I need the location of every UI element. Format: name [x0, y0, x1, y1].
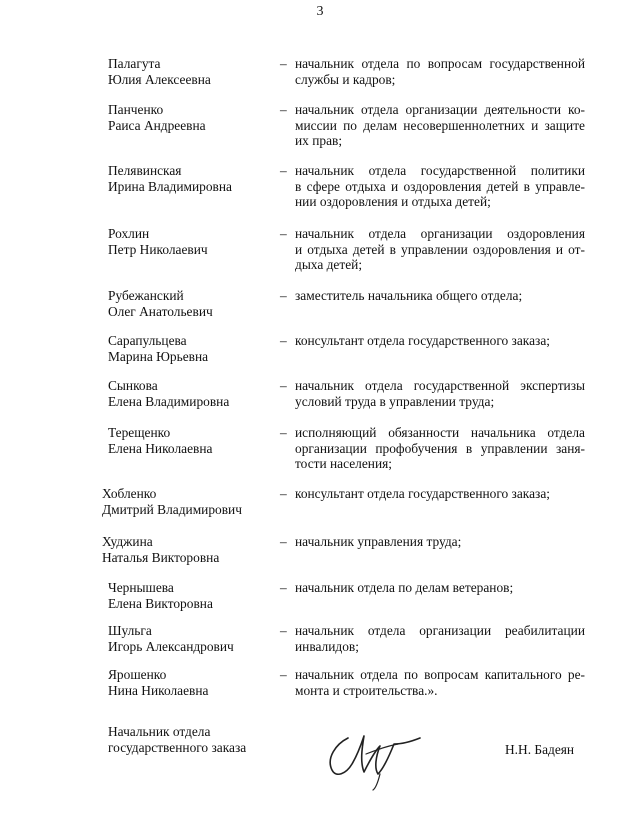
staff-name — [108, 333, 208, 364]
staff-given-names: Олег Анатольевич — [108, 303, 213, 319]
position-line: начальник отдела государственной экспертизы — [295, 378, 585, 393]
staff-name — [108, 102, 206, 133]
staff-surname: Хобленко — [102, 486, 157, 501]
staff-surname: Сынкова — [108, 378, 158, 393]
position-line: монта и строительства.». — [295, 682, 438, 698]
position-line: начальник отдела организации оздоровления — [295, 226, 585, 241]
position-line: консультант отдела государственного заказа; — [295, 486, 550, 501]
signatory-name: Н.Н. Бадеян — [505, 742, 575, 757]
staff-given-names: Елена Викторовна — [108, 595, 213, 611]
staff-name — [108, 226, 208, 257]
staff-given-names: Игорь Александрович — [108, 638, 234, 654]
position-line: миссии по делам несовершеннолетних и защите — [295, 117, 585, 133]
position-line: нии оздоровления и отдыха детей; — [295, 194, 491, 209]
staff-given-names: Ирина Владимировна — [108, 178, 232, 194]
dash-separator: – — [280, 288, 287, 303]
dash-separator: – — [280, 102, 287, 117]
staff-given-names: Раиса Андреевна — [108, 117, 206, 133]
position-line: начальник отдела по вопросам капитального ре- — [295, 667, 585, 682]
staff-surname: Сарапульцева — [108, 333, 187, 348]
position-line: службы и кадров; — [295, 71, 396, 87]
position-line: инвалидов; — [295, 638, 359, 654]
position-line: исполняющий обязанности начальника отдела — [295, 425, 585, 440]
staff-name — [108, 667, 208, 698]
dash-separator: – — [280, 56, 287, 71]
position-description — [295, 56, 585, 87]
staff-name — [108, 378, 229, 409]
staff-given-names: Марина Юрьевна — [108, 348, 209, 364]
dash-separator: – — [280, 333, 287, 348]
page-number: 3 — [316, 4, 324, 19]
staff-surname: Палагута — [108, 56, 161, 71]
staff-name — [108, 580, 213, 611]
staff-name — [108, 425, 212, 456]
position-line: начальник отдела государственной политики — [295, 163, 585, 178]
staff-given-names: Юлия Алексеевна — [108, 71, 211, 87]
dash-separator: – — [280, 163, 287, 178]
staff-name — [108, 56, 211, 87]
position-line: дыха детей; — [295, 257, 363, 272]
position-line: организации профобучения в управлении заня- — [295, 440, 585, 456]
dash-separator: – — [280, 580, 287, 595]
staff-surname: Чернышева — [108, 580, 174, 595]
position-line: в сфере отдыха и оздоровления детей в управле- — [295, 178, 585, 194]
position-description — [295, 333, 585, 349]
staff-given-names: Елена Владимировна — [108, 393, 230, 409]
staff-surname: Рубежанский — [108, 288, 184, 303]
position-line: тости населения; — [295, 456, 393, 471]
signatory-position — [108, 724, 246, 756]
position-description — [295, 102, 585, 149]
dash-separator: – — [280, 226, 287, 241]
position-line: консультант отдела государственного заказа; — [295, 333, 550, 348]
dash-separator: – — [280, 534, 287, 549]
position-line: начальник отдела по делам ветеранов; — [295, 580, 514, 595]
staff-given-names: Нина Николаевна — [108, 682, 209, 698]
dash-separator: – — [280, 425, 287, 440]
staff-surname: Худжина — [102, 534, 153, 549]
position-description — [295, 580, 585, 596]
position-description — [295, 534, 585, 550]
staff-name — [102, 486, 242, 517]
staff-given-names: Петр Николаевич — [108, 241, 208, 257]
position-line: начальник отдела по вопросам государственной — [295, 56, 585, 71]
position-line: их прав; — [295, 133, 343, 148]
staff-given-names: Елена Николаевна — [108, 440, 213, 456]
staff-surname: Панченко — [108, 102, 164, 117]
staff-given-names: Наталья Викторовна — [102, 549, 220, 565]
position-description — [295, 288, 585, 304]
staff-name — [102, 534, 219, 565]
handwritten-signature — [318, 724, 428, 794]
staff-name — [108, 163, 232, 194]
position-line: условий труда в управлении труда; — [295, 393, 495, 409]
staff-given-names: Дмитрий Владимирович — [102, 501, 242, 517]
staff-name — [108, 623, 234, 654]
dash-separator: – — [280, 667, 287, 682]
position-description — [295, 667, 585, 698]
position-line: начальник управления труда; — [295, 534, 462, 549]
position-description — [295, 378, 585, 409]
staff-surname: Ярошенко — [108, 667, 167, 682]
dash-separator: – — [280, 623, 287, 638]
signatory-position-line-2: государственного заказа — [108, 740, 247, 755]
staff-surname: Пелявинская — [108, 163, 182, 178]
signatory-position-line-1: Начальник отдела — [108, 724, 211, 739]
position-description — [295, 425, 585, 472]
position-line: заместитель начальника общего отдела; — [295, 288, 523, 303]
position-line: и отдыха детей в управлении оздоровления и от- — [295, 241, 585, 257]
position-line: начальник отдела организации реабилитации — [295, 623, 585, 638]
staff-surname: Шульга — [108, 623, 152, 638]
staff-name — [108, 288, 213, 319]
position-description — [295, 226, 585, 273]
dash-separator: – — [280, 486, 287, 501]
staff-surname: Терещенко — [108, 425, 171, 440]
position-description — [295, 623, 585, 654]
position-line: начальник отдела организации деятельности ко- — [295, 102, 585, 117]
dash-separator: – — [280, 378, 287, 393]
staff-surname: Рохлин — [108, 226, 150, 241]
position-description — [295, 486, 585, 502]
signature-block — [0, 724, 640, 794]
position-description — [295, 163, 585, 210]
